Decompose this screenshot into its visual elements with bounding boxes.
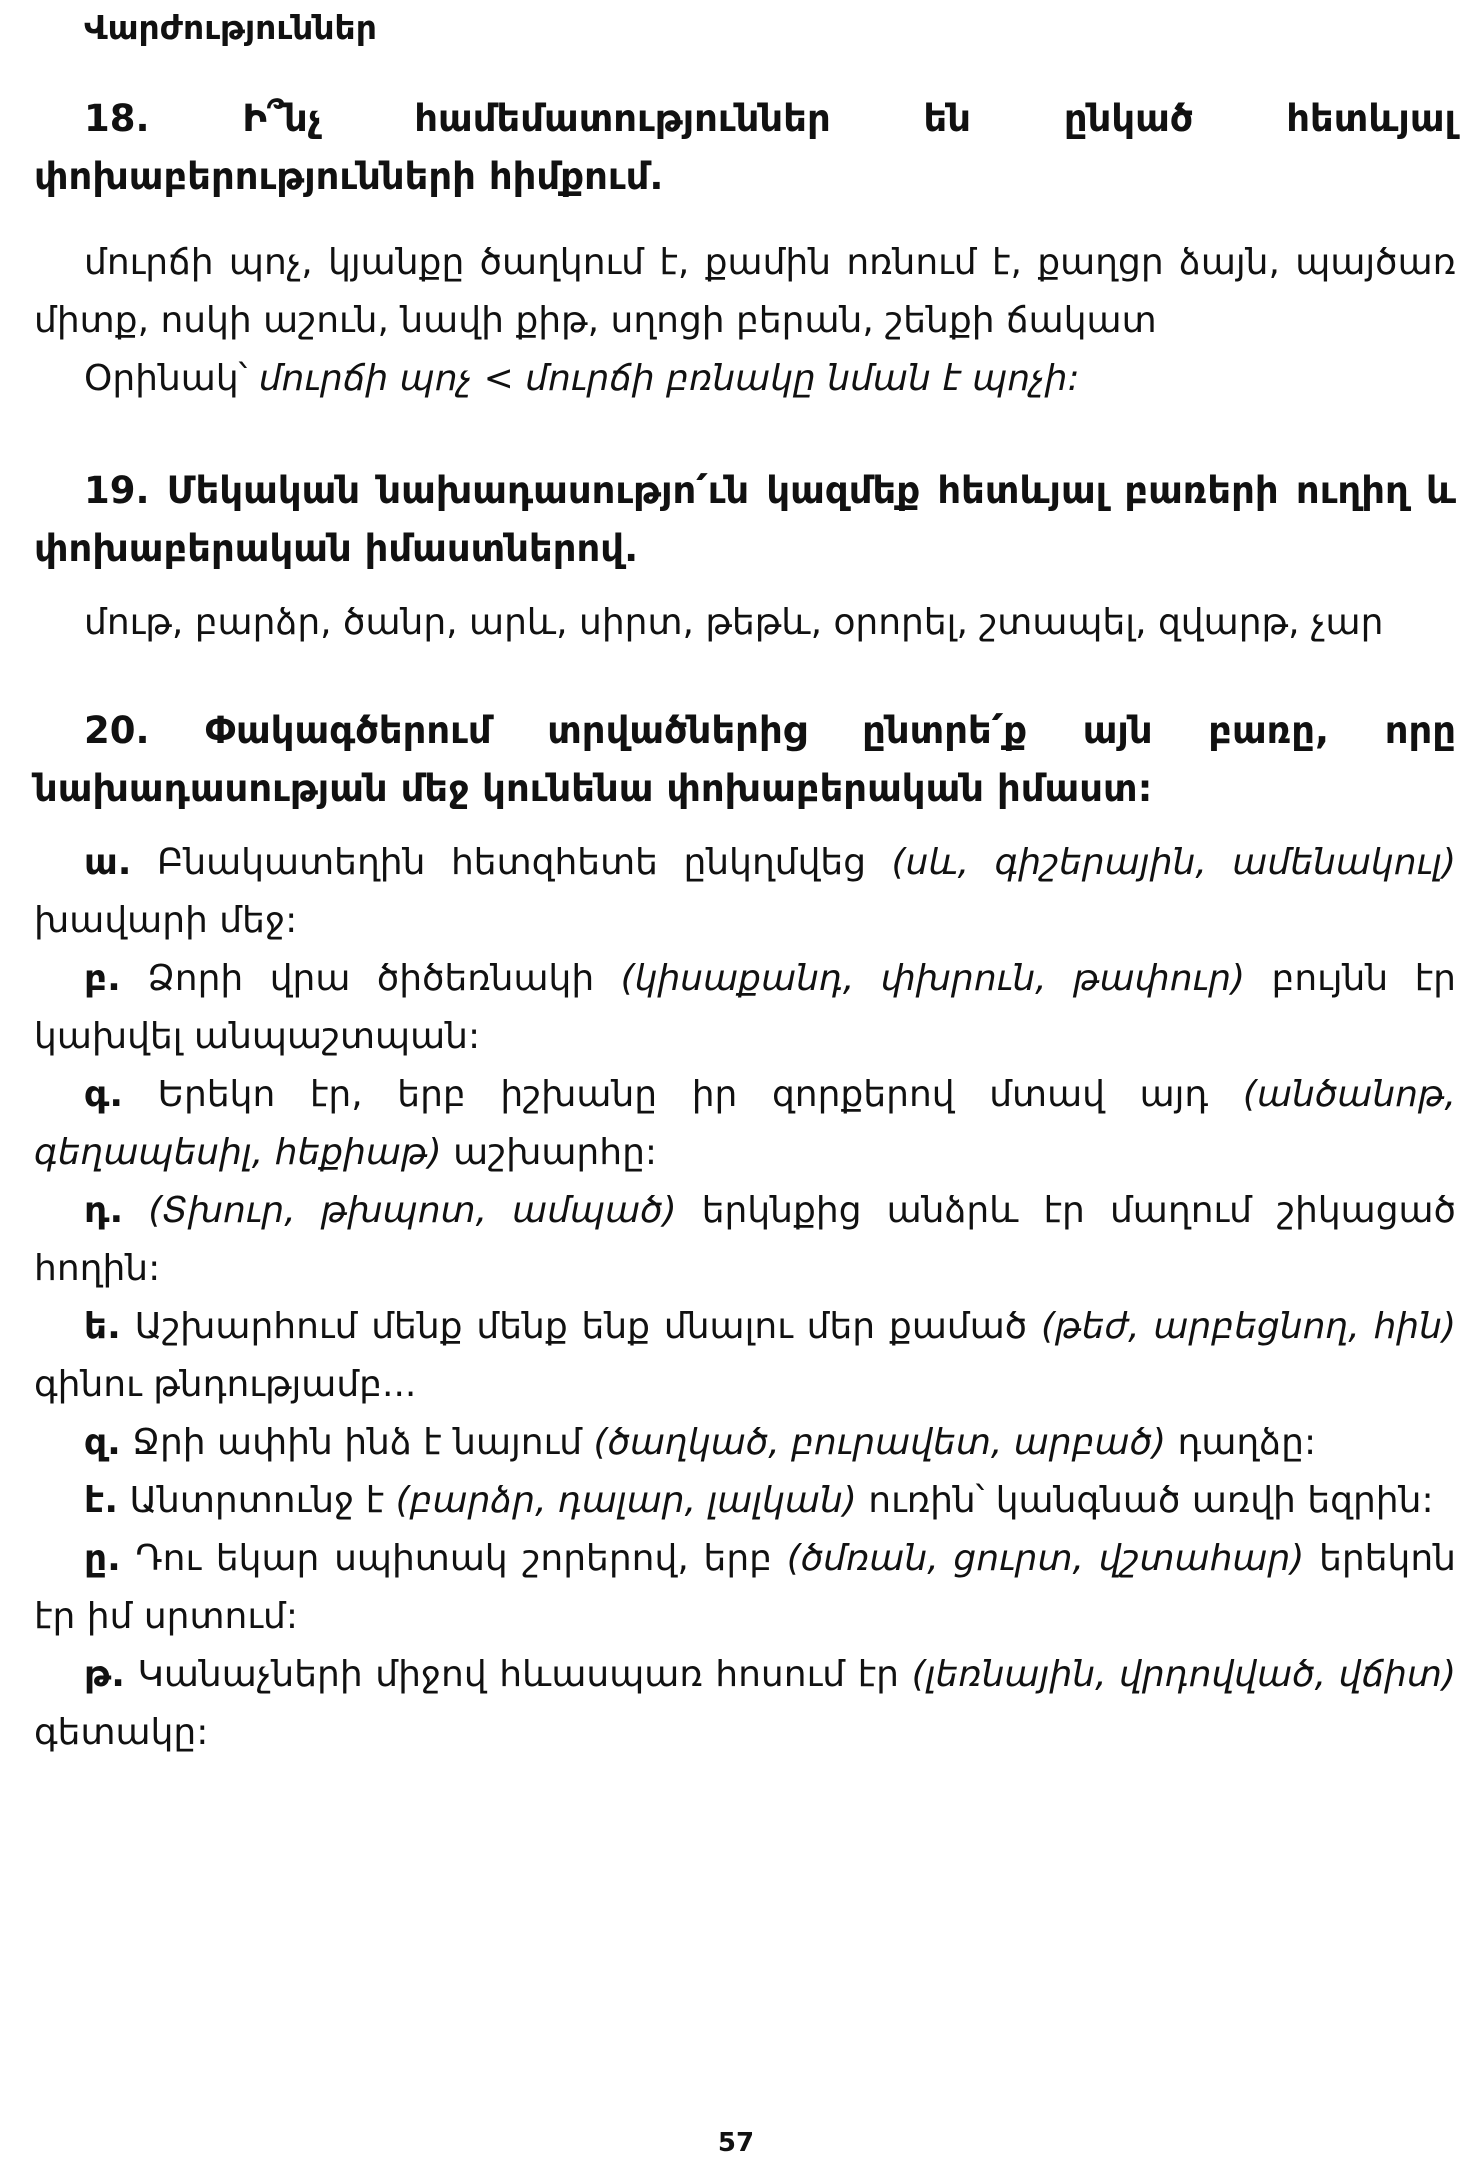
- question-20-items: [34, 834, 1456, 1762]
- question-19-words: մութ, բարձր, ծանր, արև, սիրտ, թեթև, օրորել, շտապել, զվարթ, չար: [84, 602, 1384, 643]
- question-18-title: 18. Ի՞նչ համեմատություններ են ընկած հետևյալ փոխաբերությունների հիմքում.: [34, 97, 1456, 198]
- list-item: է. Անտրտունջ է (բարձր, դալար, լալկան) ուռին՝ կանգնած առվի եզրին:: [84, 1480, 1434, 1521]
- question-18: [34, 90, 1456, 408]
- list-item: դ. (Տխուր, թխպոտ, ամպած) երկնքից անձրև էր մաղում շիկացած հողին:: [34, 1190, 1456, 1289]
- question-18-example: [34, 350, 1456, 408]
- list-item: բ. Ձորի վրա ծիծեռնակի (կիսաքանդ, փխրուն, թափուր) բույնն էր կախվել անպաշտպան:: [34, 958, 1456, 1057]
- list-item: ե. Աշխարհում մենք մենք ենք մնալու մեր քամած (թեժ, արբեցնող, հին) գինու թնդությամբ...: [34, 1306, 1456, 1405]
- section-header: Վարժություններ: [84, 8, 377, 47]
- question-18-phrases: մուրճի պոչ, կյանքը ծաղկում է, քամին ոռնում է, քաղցր ձայն, պայծառ միտք, ոսկի աշուն, նավի քիթ, սղոցի բերան, շենքի ճակատ: [34, 242, 1456, 341]
- list-item: զ. Ջրի ափին ինձ է նայում (ծաղկած, բուրավետ, արբած) դաղձը:: [84, 1422, 1317, 1463]
- page-number: 57: [717, 2128, 755, 2158]
- question-19-title: 19. Մեկական նախադասությո՛ւն կազմեք հետևյալ բառերի ուղիղ և փոխաբերական իմաստներով.: [34, 469, 1456, 570]
- question-20-title: 20. Փակագծերում տրվածներից ընտրե՛ք այն բառը, որը նախադասության մեջ կունենա փոխաբերական իմաստ:: [34, 709, 1456, 810]
- question-19: [34, 462, 1456, 652]
- example-text: մուրճի պոչ < մուրճի բռնակը նման է պոչի:: [258, 358, 1080, 399]
- list-item: ա. Բնակատեղին հետզհետե ընկղմվեց (սև, գիշերային, ամենակուլ) խավարի մեջ:: [34, 842, 1456, 941]
- list-item: գ. Երեկո էր, երբ իշխանը իր զորքերով մտավ այդ (անծանոթ, գեղապեսիլ, հեքիաթ) աշխարհը:: [34, 1074, 1456, 1173]
- example-prefix: Օրինակ՝: [84, 358, 259, 399]
- list-item: թ. Կանաչների միջով հևասպառ հոսում էր (լեռնային, վրդովված, վճիտ) գետակը:: [34, 1654, 1457, 1753]
- list-item: ը. Դու եկար սպիտակ շորերով, երբ (ծմռան, ցուրտ, վշտահար) երեկոն էր իմ սրտում:: [34, 1538, 1456, 1637]
- question-20: [34, 702, 1456, 1762]
